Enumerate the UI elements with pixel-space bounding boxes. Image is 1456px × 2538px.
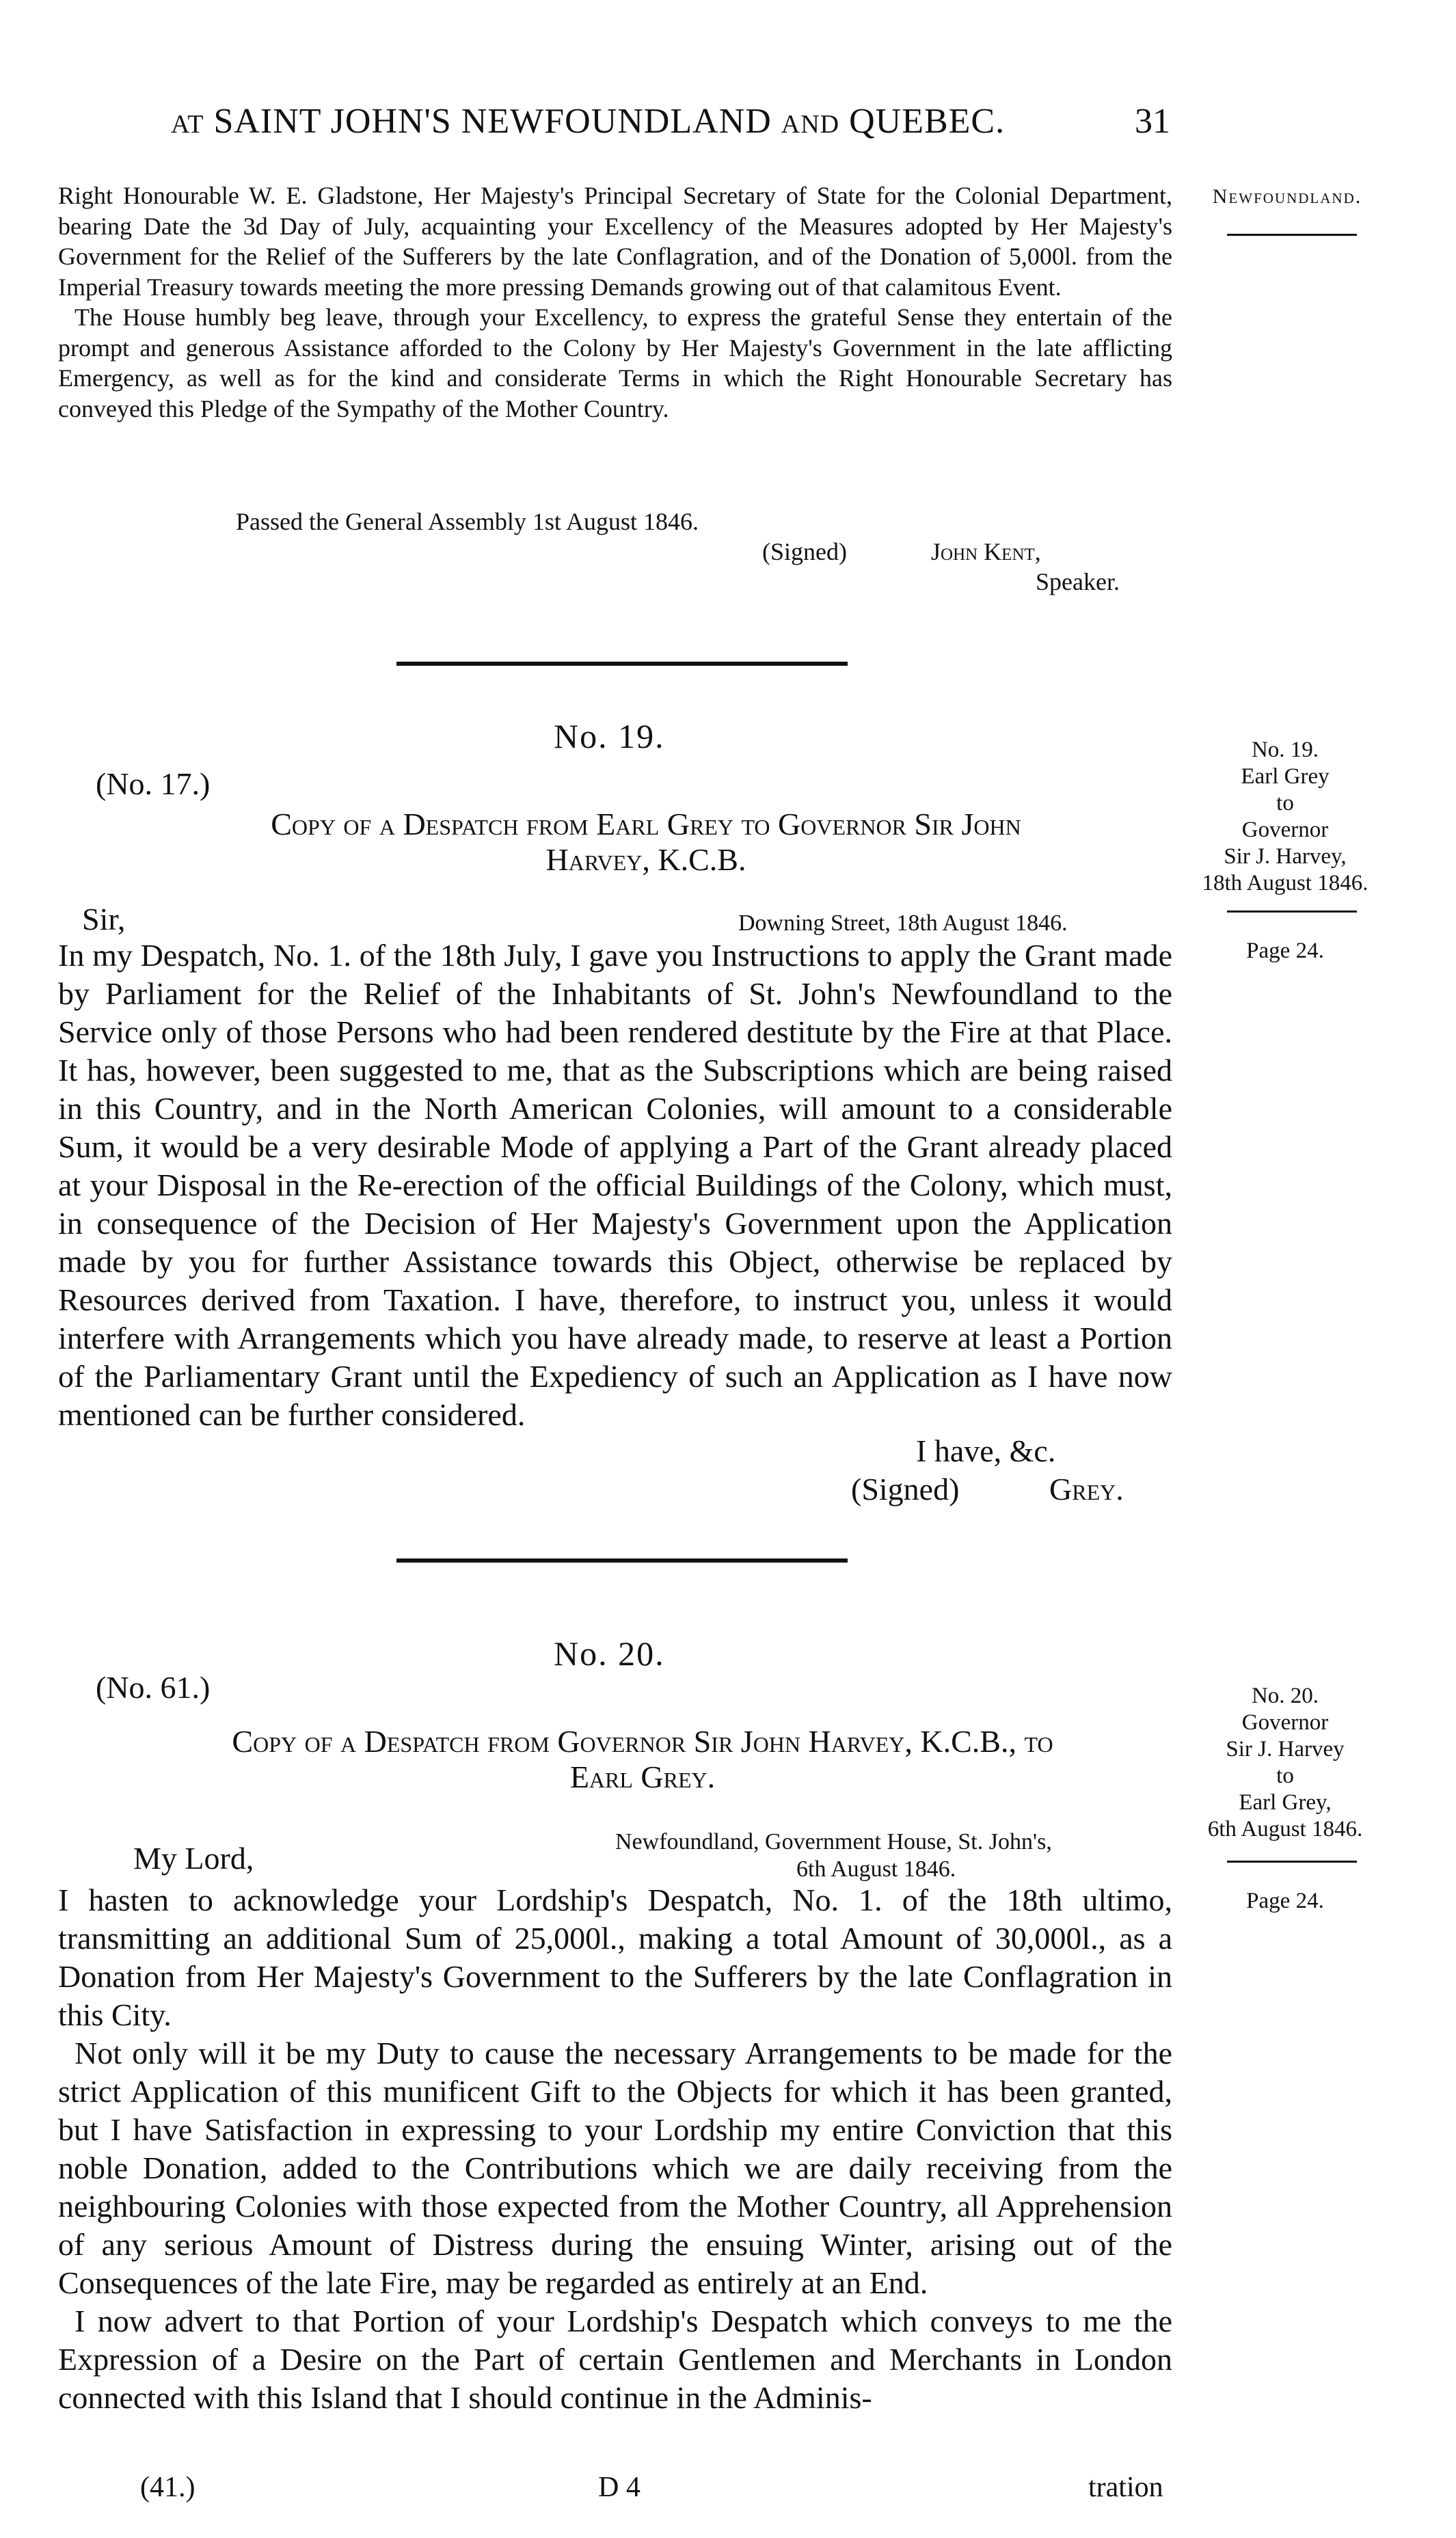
- no19-heading: [167, 807, 1124, 878]
- margin-label: Newfoundland.: [1212, 185, 1362, 208]
- no19-margin-page: Page 24.: [1246, 939, 1324, 963]
- no20-margin-note: [1189, 1683, 1381, 1843]
- no20-title: No. 20.: [554, 1634, 665, 1673]
- section-divider: [396, 662, 848, 666]
- no19-signed: (Signed): [851, 1472, 960, 1507]
- no19-ref: (No. 17.): [96, 766, 211, 801]
- no19-closing: I have, &c.: [916, 1433, 1056, 1468]
- passed-line: Passed the General Assembly 1st August 1846.: [236, 508, 699, 535]
- no19-heading-line2: Harvey, K.C.B.: [545, 842, 746, 877]
- header-at: AT: [171, 110, 204, 139]
- no19-title: No. 19.: [554, 717, 665, 755]
- header-and: AND: [781, 110, 840, 139]
- no19-margin-note: [1189, 737, 1381, 897]
- no20-margin-divider: [1227, 1861, 1357, 1863]
- no19-body: [58, 936, 1172, 1434]
- no20-margin-3: Sir J. Harvey: [1226, 1737, 1345, 1761]
- margin-divider: [1227, 234, 1357, 236]
- no19-margin-5: Sir J. Harvey,: [1224, 844, 1347, 869]
- address-signed: (Signed): [762, 538, 847, 565]
- no20-margin-6: 6th August 1846.: [1207, 1817, 1363, 1841]
- address-signer: John Kent,: [931, 538, 1041, 565]
- address-paragraph-1: Right Honourable W. E. Gladstone, Her Majesty's Principal Secretary of State for the Colonial Department, bearing Date the 3d Day of July, acquainting your Excellency of the Measures adopted by Her Majesty's Government for the Relief of the Sufferers by the late Conflagration, and of the Donation of 5,000l. from the Imperial Treasury towards meeting the more pressing Demands growing out of that calamitous Event.: [58, 182, 1172, 301]
- footer-signature: D 4: [598, 2472, 641, 2503]
- page-number: 31: [1135, 102, 1170, 141]
- no20-margin-page: Page 24.: [1246, 1889, 1324, 1913]
- no19-margin-6: 18th August 1846.: [1202, 871, 1369, 895]
- no20-heading-line2: Earl Grey.: [569, 1759, 716, 1794]
- no20-margin-1: No. 20.: [1251, 1684, 1319, 1708]
- no20-margin-2: Governor: [1241, 1710, 1329, 1735]
- header-title: SAINT JOHN'S NEWFOUNDLAND: [213, 102, 772, 141]
- no20-heading: [137, 1724, 1148, 1795]
- no20-margin-5: Earl Grey,: [1239, 1790, 1332, 1815]
- footer-left: (41.): [140, 2472, 196, 2503]
- no20-para-3: I now advert to that Portion of your Lordship's Despatch which conveys to me the Expression of a Desire on the Part of certain Gentlemen and Merchants in London connected with this Island that I should continue in the Adminis-: [58, 2304, 1172, 2415]
- no19-margin-divider: [1227, 910, 1357, 913]
- no19-signer: Grey.: [1049, 1472, 1124, 1507]
- no20-para-1: I hasten to acknowledge your Lordship's Despatch, No. 1. of the 18th ultimo, transmitting an additional Sum of 25,000l., making a total Amount of 30,000l., as a Donation from Her Majesty's Government to the Sufferers by the late Conflagration in this City.: [58, 1882, 1172, 2032]
- margin-newfoundland: [1188, 183, 1386, 210]
- running-header: [171, 101, 1203, 141]
- footer-catchword: tration: [1088, 2472, 1163, 2503]
- no20-ref: (No. 61.): [96, 1670, 211, 1705]
- address-text: [58, 180, 1172, 424]
- no20-dateline-1: Newfoundland, Government House, St. John's,: [615, 1829, 1052, 1854]
- no19-salutation: Sir,: [82, 902, 126, 936]
- no19-margin-3: to: [1276, 791, 1294, 815]
- no19-dateline: Downing Street, 18th August 1846.: [738, 910, 1068, 936]
- no20-para-2: Not only will it be my Duty to cause the necessary Arrangements to be made for the strict Application of this munificent Gift to the Objects for which it has been granted, but I have Satisfaction in expressing to your Lordship my entire Conviction that this noble Donation, added to the Contributions which we are daily receiving from the neighbouring Colonies with those expected from the Mother Country, all Apprehension of any serious Amount of Distress during the ensuing Winter, arising out of the Consequences of the late Fire, may be regarded as entirely at an End.: [58, 2036, 1172, 2300]
- no19-margin-4: Governor: [1241, 818, 1329, 842]
- no19-margin-2: Earl Grey: [1241, 764, 1330, 789]
- section-divider-2: [396, 1558, 848, 1563]
- no19-margin-1: No. 19.: [1251, 738, 1319, 762]
- address-signer-title: Speaker.: [1036, 568, 1120, 595]
- no20-heading-line1: Copy of a Despatch from Governor Sir John Harvey, K.C.B., to: [232, 1724, 1053, 1759]
- no20-salutation: My Lord,: [133, 1841, 254, 1876]
- header-title-end: QUEBEC.: [849, 102, 1006, 141]
- address-paragraph-2: The House humbly beg leave, through your Excellency, to express the grateful Sense they entertain of the prompt and generous Assistance afforded to the Colony by Her Majesty's Government in the late afflicting Emergency, as well as for the kind and considerate Terms in which the Right Honourable Secretary has conveyed this Pledge of the Sympathy of the Mother Country.: [58, 303, 1172, 422]
- no20-margin-4: to: [1276, 1764, 1294, 1788]
- no20-body: [58, 1881, 1172, 2417]
- no19-body-text: In my Despatch, No. 1. of the 18th July, I gave you Instructions to apply the Grant made by Parliament for the Relief of the Inhabitants of St. John's Newfoundland to the Service only of those Persons who had been rendered destitute by the Fire at that Place. It has, however, been suggested to me, that as the Subscriptions which are being raised in this Country, and in the North American Colonies, will amount to a considerable Sum, it would be a very desirable Mode of applying a Part of the Grant already placed at your Disposal in the Re-erection of the official Buildings of the Colony, which must, in consequence of the Decision of Her Majesty's Government upon the Application made by you for further Assistance towards this Object, otherwise be replaced by Resources derived from Taxation. I have, therefore, to instruct you, unless it would interfere with Arrangements which you have already made, to reserve at least a Portion of the Parliamentary Grant until the Expediency of such an Application as I have now mentioned can be further considered.: [58, 938, 1172, 1432]
- no19-heading-line1: Copy of a Despatch from Earl Grey to Governor Sir John: [271, 807, 1021, 841]
- no20-dateline-2: 6th August 1846.: [796, 1857, 956, 1882]
